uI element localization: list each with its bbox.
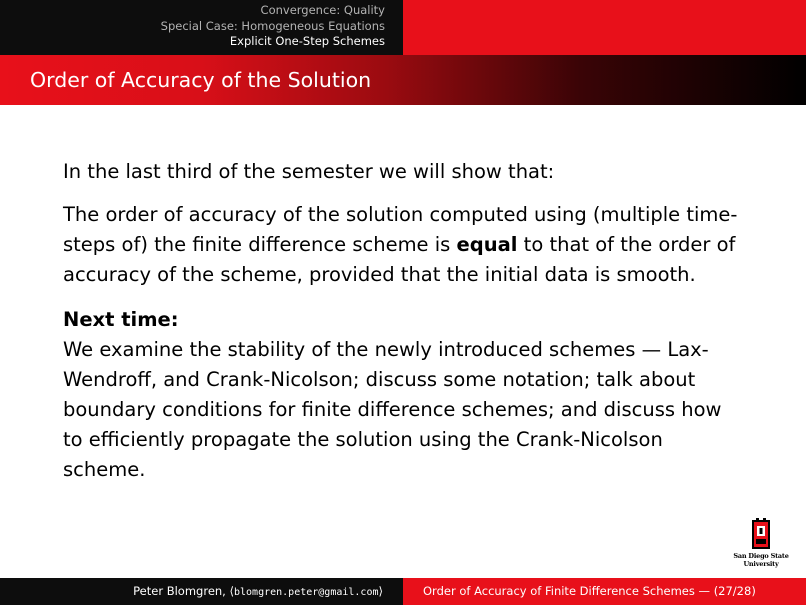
section-nav	[161, 3, 385, 50]
footer-talk	[423, 584, 756, 598]
header-nav-left	[0, 0, 403, 55]
frame-title-bar	[0, 55, 806, 105]
logo-line-1: San Diego State	[733, 552, 789, 560]
main-paragraph	[63, 200, 743, 290]
para-part-2: to that of the order of accuracy of the scheme, provided that the initial data is smooth.	[63, 233, 736, 286]
sdsu-shield-icon	[751, 518, 771, 550]
intro-text: In the last third of the semester we will show that:	[63, 160, 555, 183]
footer-separator: —	[698, 584, 711, 598]
email-open: ⟨	[229, 584, 234, 598]
logo-text	[730, 552, 792, 568]
nav-section-3[interactable]: Explicit One-Step Schemes	[229, 34, 385, 48]
talk-title: Order of Accuracy of Finite Difference Schemes	[423, 584, 695, 598]
nav-section-1[interactable]: Convergence: Quality	[260, 3, 385, 17]
header-nav-right	[403, 0, 806, 55]
slide-body	[63, 157, 743, 485]
footer-author	[133, 584, 383, 598]
sdsu-logo	[730, 518, 792, 568]
next-time-heading: Next time:	[63, 308, 179, 331]
author-email[interactable]: blomgren.peter@gmail.com	[234, 587, 379, 598]
para-part-1: The order of accuracy of the solution computed using (multiple time-steps of) the finite difference scheme is	[63, 203, 738, 256]
emphasis-equal: equal	[456, 233, 518, 256]
footer-left	[0, 578, 403, 605]
page-number: (27/28)	[713, 584, 756, 598]
next-time-text: We examine the stability of the newly introduced schemes — Lax-Wendroff, and Crank-Nicolson; discuss some notation; talk about boundary conditions for finite difference schemes; and discuss how to efficiently propagate the solution using the Crank-Nicolson scheme.	[63, 338, 722, 481]
footer-right	[403, 578, 806, 605]
frame-title: Order of Accuracy of the Solution	[30, 68, 372, 92]
nav-section-2[interactable]: Special Case: Homogeneous Equations	[160, 18, 385, 33]
next-time-block	[63, 305, 743, 485]
email-close: ⟩	[378, 584, 383, 598]
logo-line-2: University	[743, 560, 779, 568]
author-name: Peter Blomgren,	[133, 584, 226, 598]
